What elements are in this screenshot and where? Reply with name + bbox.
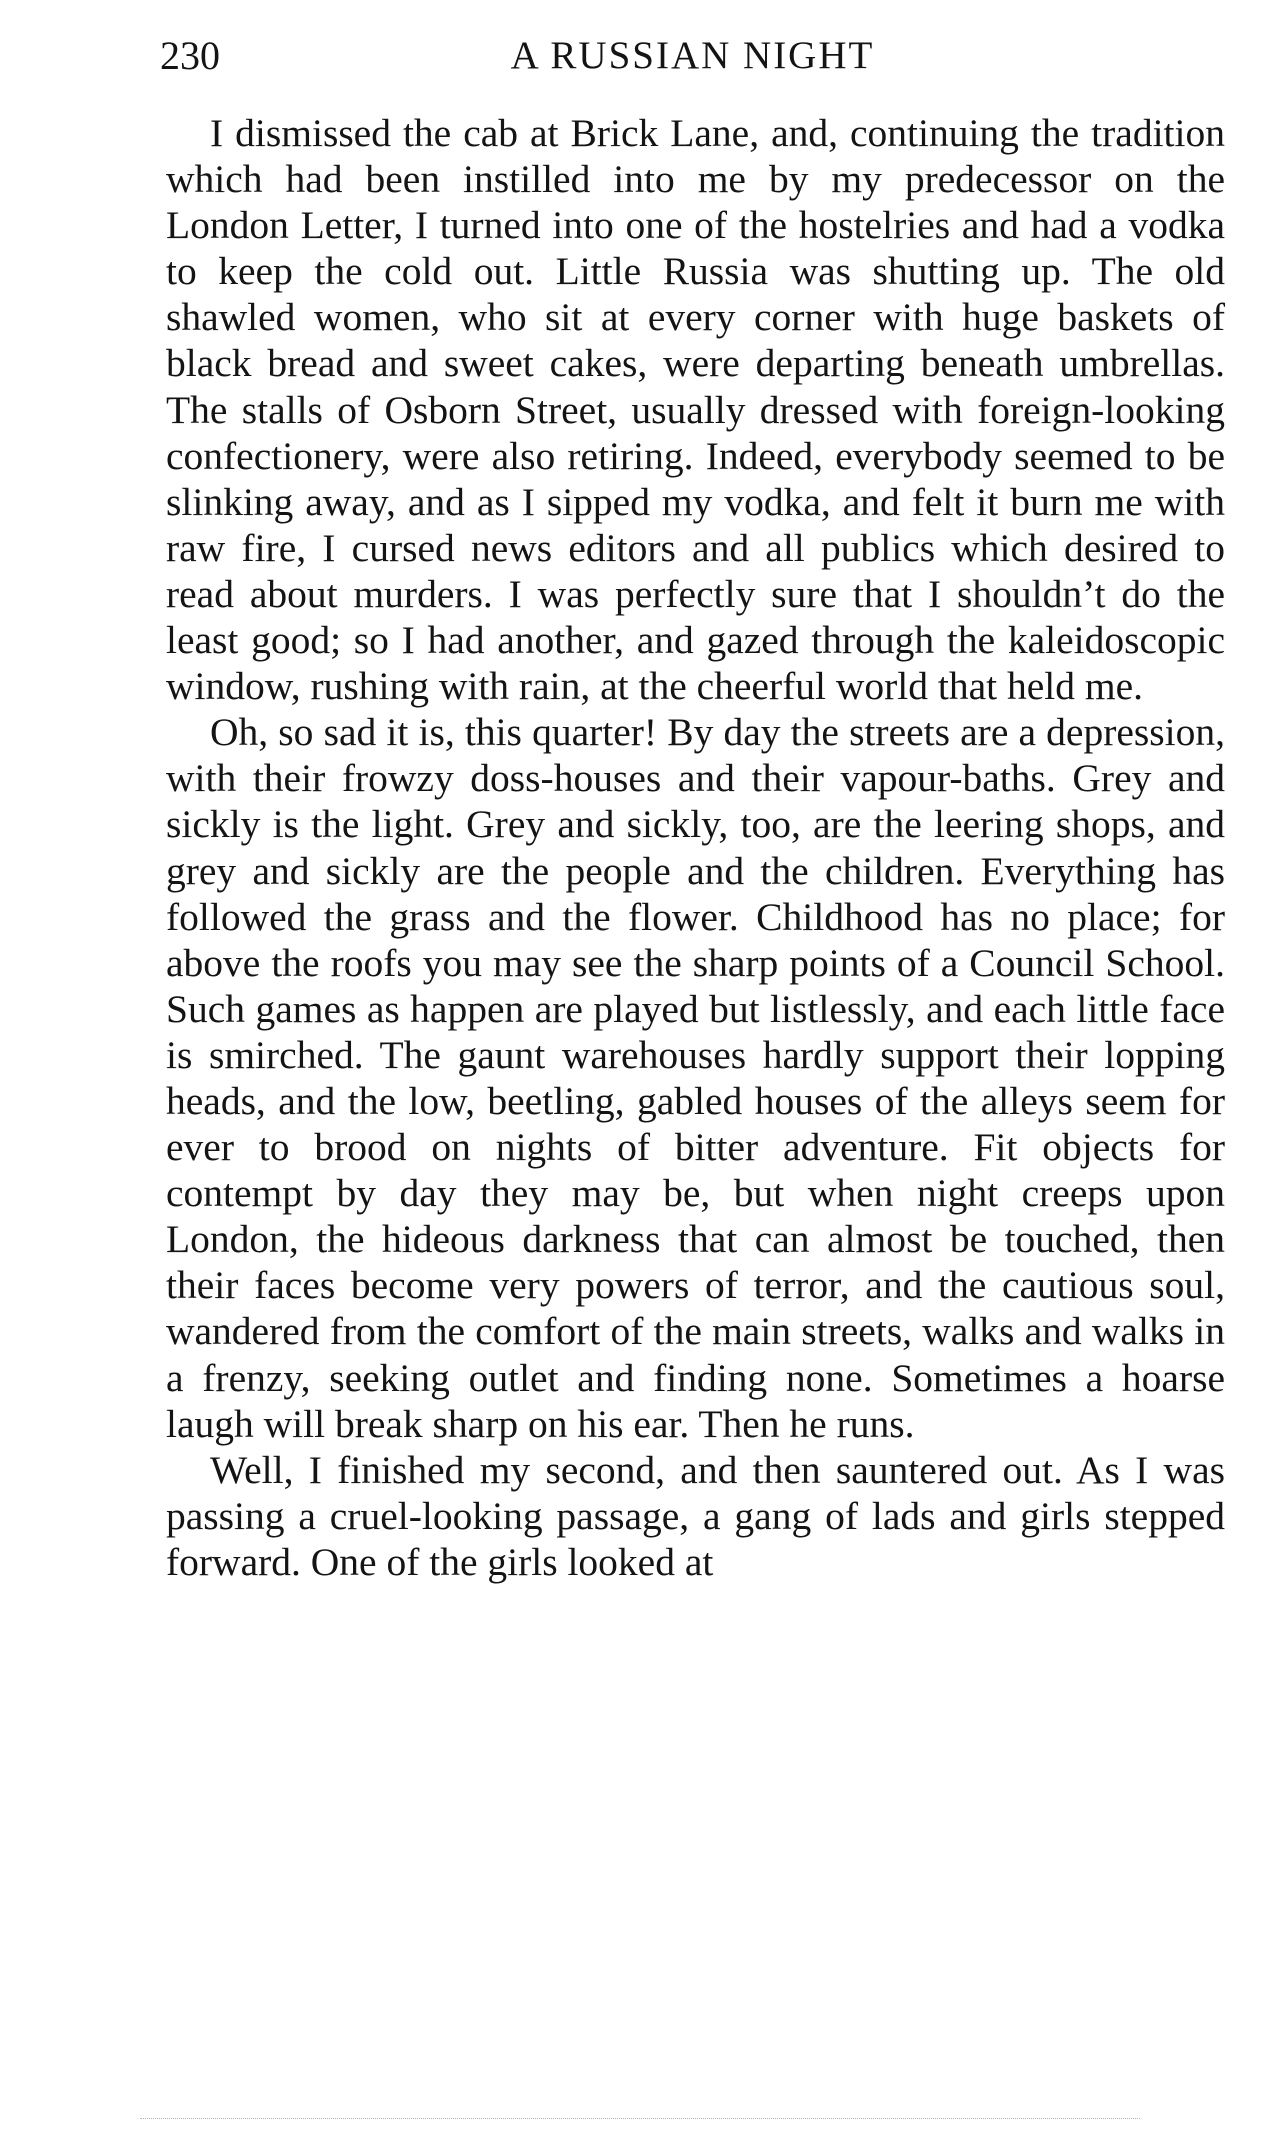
body-text <box>166 110 1225 1585</box>
page-bottom-edge <box>140 2118 1140 2119</box>
paragraph: I dismissed the cab at Brick Lane, and, continuing the tradition which had been instilled into me by my predecessor on the London Letter, I turned into one of the hostelries and had a vodka to keep the cold out. Little Russia was shutting up. The old shawled women, who sit at every corner with huge baskets of black bread and sweet cakes, were departing beneath umbrellas. The stalls of Osborn Street, usually dressed with foreign-looking confectionery, were also retiring. Indeed, everybody seemed to be slinking away, and as I sipped my vodka, and felt it burn me with raw fire, I cursed news editors and all publics which desired to read about murders. I was perfectly sure that I shouldn’t do the least good; so I had another, and gazed through the kaleidoscopic window, rushing with rain, at the cheerful world that held me. <box>166 111 1225 709</box>
running-title: A RUSSIAN NIGHT <box>510 34 875 77</box>
paragraph: Well, I finished my second, and then sauntered out. As I was passing a cruel-looking passage, a gang of lads and girls stepped forward. One of the girls looked at <box>166 1447 1225 1584</box>
page-number: 230 <box>160 33 220 78</box>
page-header <box>160 30 1225 82</box>
paragraph: Oh, so sad it is, this quarter! By day the streets are a depression, with their frowzy doss-houses and their vapour-baths. Grey and sickly is the light. Grey and sickly, too, are the leering shops, and grey and sickly are the people and the children. Everything has followed the grass and the flower. Childhood has no place; for above the roofs you may see the sharp points of a Council School. Such games as happen are played but listlessly, and each little face is smirched. The gaunt warehouses hardly support their lopping heads, and the low, beetling, gabled houses of the alleys seem for ever to brood on nights of bitter adventure. Fit objects for contempt by day they may be, but when night creeps upon London, the hideous darkness that can almost be touched, then their faces become very powers of terror, and the cautious soul, wandered from the comfort of the main streets, walks and walks in a frenzy, seeking outlet and finding none. Sometimes a hoarse laugh will break sharp on his ear. Then he runs. <box>166 710 1225 1446</box>
